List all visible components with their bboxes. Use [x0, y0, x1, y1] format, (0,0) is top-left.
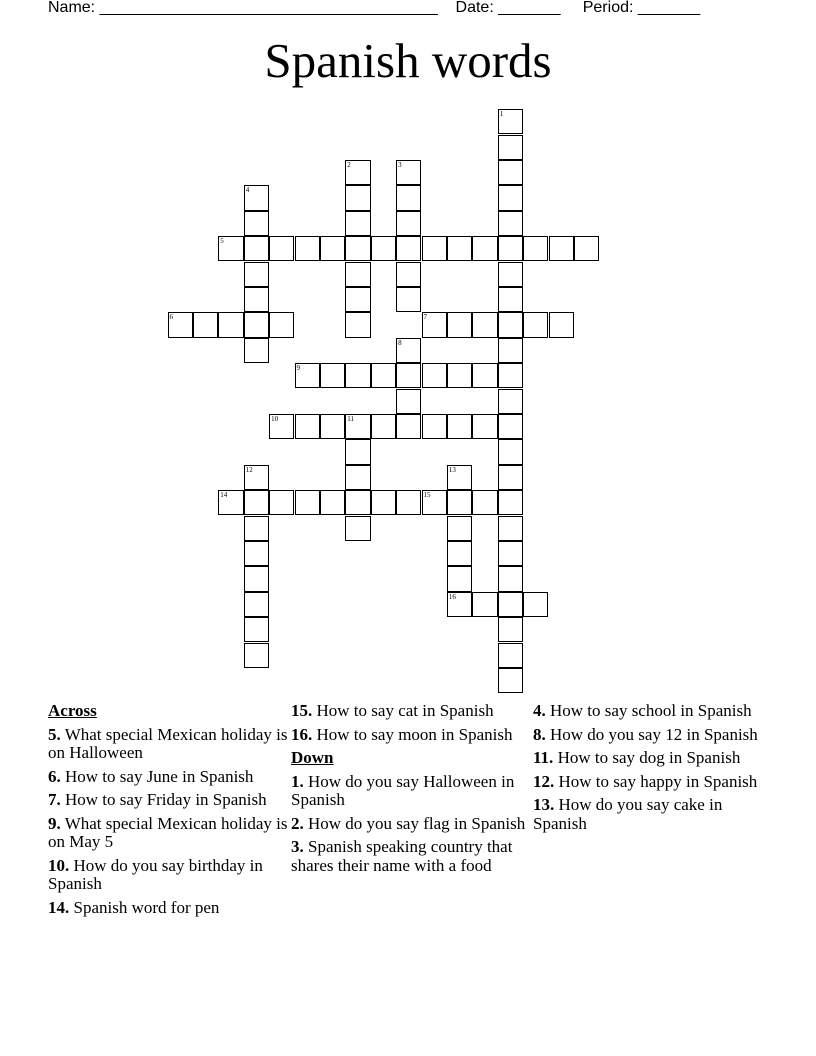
crossword-cell[interactable] — [447, 516, 472, 541]
clues-column-1 — [48, 702, 288, 922]
crossword-cell[interactable] — [447, 566, 472, 591]
crossword-cell[interactable] — [447, 414, 472, 439]
crossword-cell[interactable] — [498, 262, 523, 287]
cell-number: 3 — [398, 160, 402, 169]
crossword-cell[interactable] — [244, 312, 269, 337]
crossword-cell-12[interactable] — [244, 465, 269, 490]
clue-number: 10. — [48, 855, 70, 875]
crossword-cell-2[interactable] — [345, 160, 370, 185]
crossword-cell[interactable] — [244, 236, 269, 261]
crossword-cell-5[interactable] — [218, 236, 243, 261]
crossword-cell[interactable] — [371, 236, 396, 261]
crossword-cell-15[interactable] — [422, 490, 447, 515]
crossword-cell[interactable] — [523, 236, 548, 261]
crossword-cell[interactable] — [447, 541, 472, 566]
down-clue-13 — [533, 796, 773, 833]
across-clue-9 — [48, 815, 288, 852]
clue-number: 1. — [291, 771, 304, 791]
clue-text: What special Mexican holiday is on Halloween — [48, 724, 288, 762]
clue-text: What special Mexican holiday is on May 5 — [48, 813, 288, 851]
crossword-cell[interactable] — [472, 312, 497, 337]
clue-text: How to say school in Spanish — [550, 701, 752, 720]
crossword-cell[interactable] — [498, 135, 523, 160]
clue-text: How to say dog in Spanish — [557, 748, 741, 767]
clue-number: 3. — [291, 837, 304, 856]
clue-number: 11. — [533, 748, 554, 767]
crossword-cell-8[interactable] — [396, 338, 421, 363]
across-clue-15 — [291, 702, 531, 721]
crossword-cell[interactable] — [498, 312, 523, 337]
page-title: Spanish words — [264, 33, 552, 88]
clue-number: 2. — [291, 813, 304, 833]
crossword-cell[interactable] — [523, 312, 548, 337]
crossword-cell[interactable] — [320, 236, 345, 261]
crossword-cell[interactable] — [371, 490, 396, 515]
crossword-cell-11[interactable] — [345, 414, 370, 439]
crossword-cell[interactable] — [244, 211, 269, 236]
crossword-cell[interactable] — [498, 668, 523, 693]
clue-text: Spanish speaking country that shares their name with a food — [291, 837, 513, 875]
crossword-cell[interactable] — [244, 643, 269, 668]
crossword-cell[interactable] — [244, 287, 269, 312]
clue-text: How do you say 12 in Spanish — [550, 724, 758, 744]
clue-number: 13. — [533, 795, 555, 814]
crossword-cell[interactable] — [244, 592, 269, 617]
crossword-cell[interactable] — [244, 490, 269, 515]
crossword-cell[interactable] — [549, 236, 574, 261]
clue-number: 9. — [48, 813, 61, 833]
crossword-cell[interactable] — [345, 312, 370, 337]
clue-text: How do you say Halloween in Spanish — [291, 771, 515, 809]
crossword-cell[interactable] — [396, 236, 421, 261]
crossword-cell[interactable] — [295, 490, 320, 515]
crossword-cell[interactable] — [498, 592, 523, 617]
crossword-cell[interactable] — [320, 363, 345, 388]
clue-text: How to say cat in Spanish — [316, 701, 494, 720]
crossword-cell[interactable] — [549, 312, 574, 337]
crossword-cell[interactable] — [498, 211, 523, 236]
clue-number: 4. — [533, 701, 546, 720]
down-clue-4 — [533, 702, 773, 721]
across-clue-7 — [48, 791, 288, 810]
down-clue-1 — [291, 773, 531, 810]
across-clue-5 — [48, 726, 288, 763]
crossword-cell[interactable] — [498, 617, 523, 642]
crossword-cell[interactable] — [396, 211, 421, 236]
across-clue-14 — [48, 899, 288, 918]
crossword-cell[interactable] — [498, 541, 523, 566]
clue-number: 16. — [291, 724, 313, 744]
down-clue-11 — [533, 749, 773, 768]
crossword-cell[interactable] — [295, 414, 320, 439]
crossword-cell[interactable] — [498, 465, 523, 490]
crossword-cell[interactable] — [345, 439, 370, 464]
cell-number: 9 — [296, 364, 300, 373]
crossword-cell-4[interactable] — [244, 185, 269, 210]
clue-text: How to say happy in Spanish — [558, 771, 758, 791]
cell-number: 1 — [499, 110, 504, 119]
crossword-cell[interactable] — [320, 414, 345, 439]
clue-text: How to say moon in Spanish — [316, 724, 513, 744]
crossword-cell[interactable] — [472, 236, 497, 261]
crossword-cell-7[interactable] — [422, 312, 447, 337]
period-field-label[interactable]: Period: _______ — [582, 0, 701, 16]
crossword-cell[interactable] — [371, 363, 396, 388]
across-heading: Across — [48, 701, 97, 720]
name-field-label[interactable]: Name: ______________________________________ — [48, 0, 438, 16]
crossword-cell[interactable] — [422, 236, 447, 261]
crossword-cell[interactable] — [396, 389, 421, 414]
crossword-cell[interactable] — [498, 287, 523, 312]
crossword-cell[interactable] — [244, 617, 269, 642]
crossword-cell-9[interactable] — [295, 363, 320, 388]
clue-text: How do you say flag in Spanish — [308, 813, 526, 833]
cell-number: 10 — [271, 414, 279, 423]
crossword-cell[interactable] — [244, 566, 269, 591]
crossword-cell[interactable] — [498, 516, 523, 541]
across-clue-6 — [48, 768, 288, 787]
cell-number: 7 — [423, 313, 427, 322]
crossword-cell[interactable] — [498, 490, 523, 515]
cell-number: 14 — [220, 491, 228, 500]
crossword-cell[interactable] — [345, 363, 370, 388]
crossword-cell[interactable] — [447, 312, 472, 337]
crossword-cell[interactable] — [523, 592, 548, 617]
clue-text: Spanish word for pen — [73, 897, 220, 917]
crossword-cell[interactable] — [269, 236, 294, 261]
crossword-cell[interactable] — [472, 592, 497, 617]
crossword-cell-14[interactable] — [218, 490, 243, 515]
clue-text: How do you say birthday in Spanish — [48, 855, 263, 893]
crossword-cell[interactable] — [472, 414, 497, 439]
clue-number: 7. — [48, 790, 61, 809]
crossword-cell[interactable] — [396, 185, 421, 210]
across-clue-10 — [48, 857, 288, 894]
crossword-cell[interactable] — [345, 185, 370, 210]
cell-number: 5 — [220, 237, 224, 246]
crossword-cell[interactable] — [218, 312, 243, 337]
cell-number: 8 — [398, 338, 402, 347]
crossword-cell[interactable] — [269, 312, 294, 337]
crossword-cell[interactable] — [193, 312, 218, 337]
clues-column-2 — [291, 702, 531, 880]
crossword-cell[interactable] — [472, 363, 497, 388]
down-heading: Down — [291, 748, 334, 767]
crossword-cell[interactable] — [345, 262, 370, 287]
cell-number: 12 — [245, 465, 253, 474]
clue-text: How do you say cake in Spanish — [533, 795, 723, 833]
cell-number: 6 — [169, 313, 173, 322]
crossword-cell[interactable] — [345, 465, 370, 490]
crossword-cell[interactable] — [396, 363, 421, 388]
crossword-cell[interactable] — [422, 414, 447, 439]
crossword-cell[interactable] — [447, 363, 472, 388]
crossword-cell[interactable] — [244, 541, 269, 566]
clue-number: 8. — [533, 724, 546, 744]
crossword-cell[interactable] — [345, 236, 370, 261]
crossword-cell[interactable] — [345, 211, 370, 236]
crossword-cell-16[interactable] — [447, 592, 472, 617]
crossword-cell[interactable] — [396, 414, 421, 439]
clues-column-3 — [533, 702, 773, 838]
crossword-cell-10[interactable] — [269, 414, 294, 439]
crossword-cell[interactable] — [345, 516, 370, 541]
crossword-cell[interactable] — [244, 338, 269, 363]
crossword-cell[interactable] — [498, 185, 523, 210]
crossword-cell[interactable] — [498, 236, 523, 261]
clue-text: How to say Friday in Spanish — [65, 790, 267, 809]
crossword-cell[interactable] — [498, 389, 523, 414]
crossword-cell[interactable] — [447, 490, 472, 515]
cell-number: 15 — [423, 491, 431, 500]
cell-number: 13 — [448, 465, 456, 474]
clue-number: 15. — [291, 701, 313, 720]
cell-number: 4 — [245, 186, 250, 195]
crossword-cell-1[interactable] — [498, 109, 523, 134]
crossword-cell[interactable] — [295, 236, 320, 261]
crossword-cell[interactable] — [422, 363, 447, 388]
crossword-cell[interactable] — [396, 262, 421, 287]
cell-number: 2 — [347, 160, 351, 169]
crossword-cell-13[interactable] — [447, 465, 472, 490]
crossword-cell-6[interactable] — [168, 312, 193, 337]
cell-number: 11 — [347, 414, 355, 423]
crossword-cell[interactable] — [269, 490, 294, 515]
crossword-cell[interactable] — [498, 439, 523, 464]
crossword-cell[interactable] — [447, 236, 472, 261]
crossword-cell[interactable] — [498, 160, 523, 185]
crossword-cell[interactable] — [371, 414, 396, 439]
cell-number: 16 — [448, 592, 456, 601]
crossword-cell-3[interactable] — [396, 160, 421, 185]
crossword-cell[interactable] — [472, 490, 497, 515]
crossword-cell[interactable] — [345, 287, 370, 312]
down-clue-2 — [291, 815, 531, 834]
crossword-cell[interactable] — [244, 516, 269, 541]
clue-number: 14. — [48, 897, 70, 917]
crossword-cell[interactable] — [396, 490, 421, 515]
clue-number: 12. — [533, 771, 555, 791]
crossword-cell[interactable] — [498, 643, 523, 668]
clue-number: 5. — [48, 724, 61, 744]
date-field-label[interactable]: Date: _______ — [455, 0, 561, 16]
crossword-cell[interactable] — [498, 566, 523, 591]
crossword-cell[interactable] — [320, 490, 345, 515]
crossword-cell[interactable] — [396, 287, 421, 312]
across-clue-16 — [291, 726, 531, 745]
down-clue-12 — [533, 773, 773, 792]
crossword-cell[interactable] — [345, 490, 370, 515]
crossword-cell[interactable] — [498, 363, 523, 388]
crossword-cell[interactable] — [498, 338, 523, 363]
crossword-cell[interactable] — [498, 414, 523, 439]
crossword-cell[interactable] — [574, 236, 599, 261]
down-clue-3 — [291, 838, 531, 875]
crossword-cell[interactable] — [244, 262, 269, 287]
clue-number: 6. — [48, 766, 61, 786]
clue-text: How to say June in Spanish — [65, 766, 254, 786]
down-clue-8 — [533, 726, 773, 745]
